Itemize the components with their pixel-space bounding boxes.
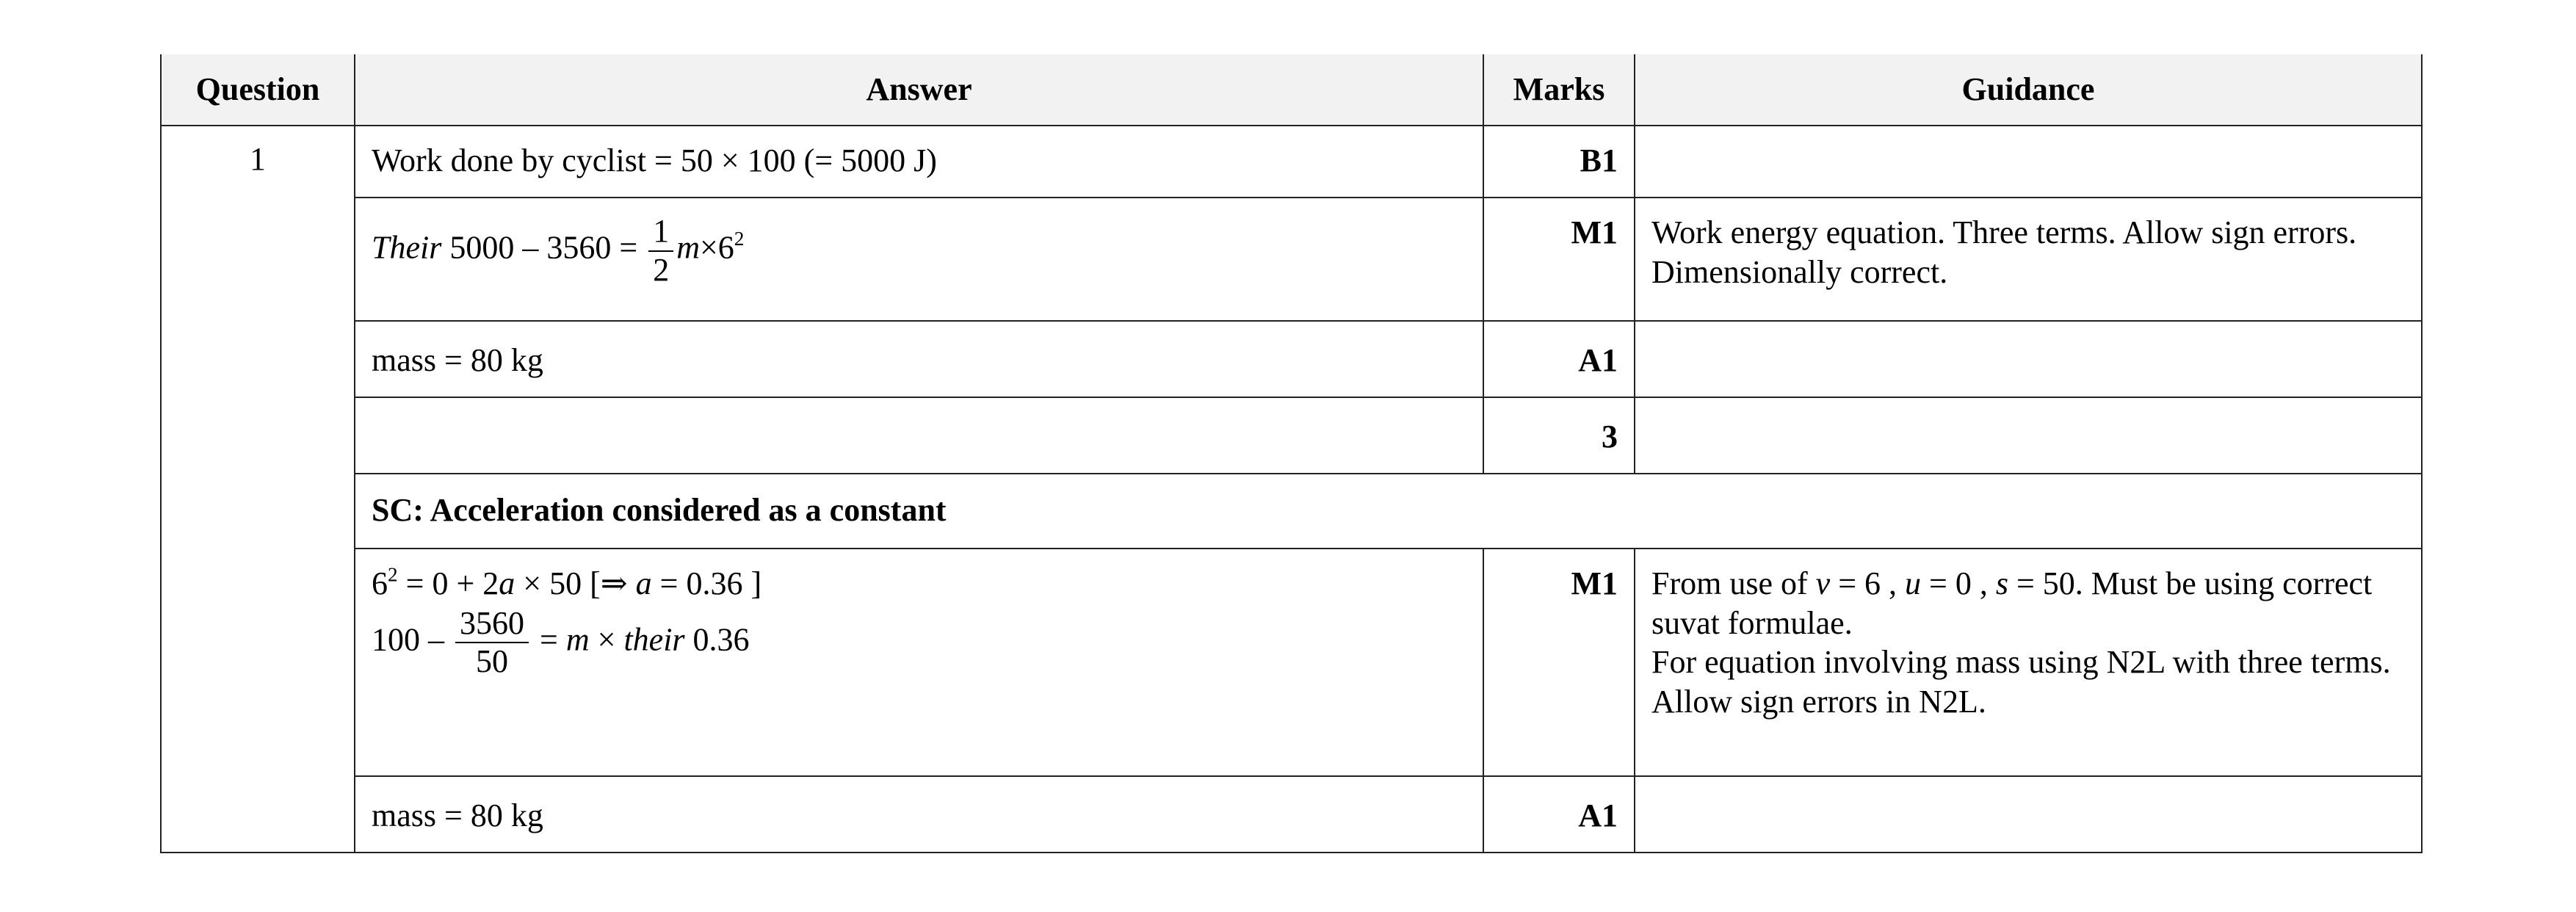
guidance-cell	[1635, 397, 2422, 474]
guidance-text: = 0 ,	[1921, 565, 1996, 601]
special-case-heading: SC: Acceleration considered as a constant	[355, 474, 2422, 549]
base-term: 6	[372, 565, 388, 601]
acceleration-symbol: a	[499, 565, 515, 601]
question-number: 1	[161, 126, 355, 853]
times-sign: ×	[589, 621, 624, 658]
table-row	[161, 126, 2422, 198]
answer-cell	[355, 549, 1483, 776]
marks-cell: M1	[1483, 549, 1635, 776]
fraction-denominator: 50	[476, 643, 508, 680]
table-row	[161, 549, 2422, 776]
table-row	[161, 776, 2422, 853]
acceleration-value: 0.36	[684, 621, 750, 658]
marks-cell: B1	[1483, 126, 1635, 198]
equals-sign: =	[532, 621, 566, 658]
initial-velocity-symbol: u	[1905, 565, 1922, 601]
table-row	[161, 321, 2422, 397]
mark-scheme-table	[160, 54, 2423, 853]
guidance-line: Allow sign errors in N2L.	[1651, 684, 1986, 720]
guidance-text: = 6 ,	[1830, 565, 1906, 601]
equation-middle: = 0 + 2	[397, 565, 499, 601]
table-row	[161, 474, 2422, 549]
answer-cell: mass = 80 kg	[355, 321, 1483, 397]
answer-cell: mass = 80 kg	[355, 776, 1483, 853]
table-row	[161, 397, 2422, 474]
equation-lhs: 5000 – 3560 =	[441, 229, 646, 266]
equation-after-a: × 50 [⇒	[515, 565, 636, 601]
guidance-cell	[1635, 321, 2422, 397]
header-answer: Answer	[355, 54, 1483, 126]
guidance-line: For equation involving mass using N2L with three terms.	[1651, 644, 2391, 681]
fraction-denominator: 2	[653, 251, 670, 288]
marks-cell: A1	[1483, 321, 1635, 397]
answer-cell: Work done by cyclist = 50 × 100 (= 5000 J)	[355, 126, 1483, 198]
marks-cell: A1	[1483, 776, 1635, 853]
header-question: Question	[161, 54, 355, 126]
fraction-numerator: 1	[648, 213, 673, 252]
n2l-equation	[372, 605, 1466, 681]
guidance-cell	[1635, 126, 2422, 198]
guidance-cell	[1635, 549, 2422, 776]
answer-cell	[355, 198, 1483, 321]
displacement-symbol: s	[1995, 565, 2008, 601]
velocity-term: ×6	[699, 229, 734, 266]
total-marks-cell: 3	[1483, 397, 1635, 474]
guidance-text: = 50. Must be using correct suvat formulae.	[1651, 565, 2373, 641]
guidance-cell: Work energy equation. Three terms. Allow sign errors. Dimensionally correct.	[1635, 198, 2422, 321]
their-word: Their	[372, 229, 442, 266]
header-marks: Marks	[1483, 54, 1635, 126]
answer-cell	[355, 397, 1483, 474]
guidance-line	[1651, 564, 2405, 643]
fraction-numerator: 3560	[455, 605, 529, 644]
their-word: their	[623, 621, 685, 658]
table-header	[161, 54, 2422, 126]
velocity-symbol: v	[1815, 565, 1831, 601]
half-fraction	[648, 213, 673, 289]
suvat-equation	[372, 564, 1466, 604]
header-guidance: Guidance	[1635, 54, 2422, 126]
equation-lead: 100 –	[372, 621, 452, 658]
acceleration-symbol: a	[635, 565, 652, 601]
table-row	[161, 198, 2422, 321]
mass-symbol: m	[565, 621, 590, 658]
exponent: 2	[388, 563, 398, 586]
guidance-cell	[1635, 776, 2422, 853]
exponent: 2	[734, 227, 745, 250]
force-fraction	[455, 605, 529, 681]
work-energy-equation	[372, 213, 1466, 289]
guidance-text: From use of	[1651, 565, 1816, 601]
equation-result: = 0.36 ]	[651, 565, 762, 601]
marks-cell: M1	[1483, 198, 1635, 321]
mass-symbol: m	[676, 229, 700, 266]
